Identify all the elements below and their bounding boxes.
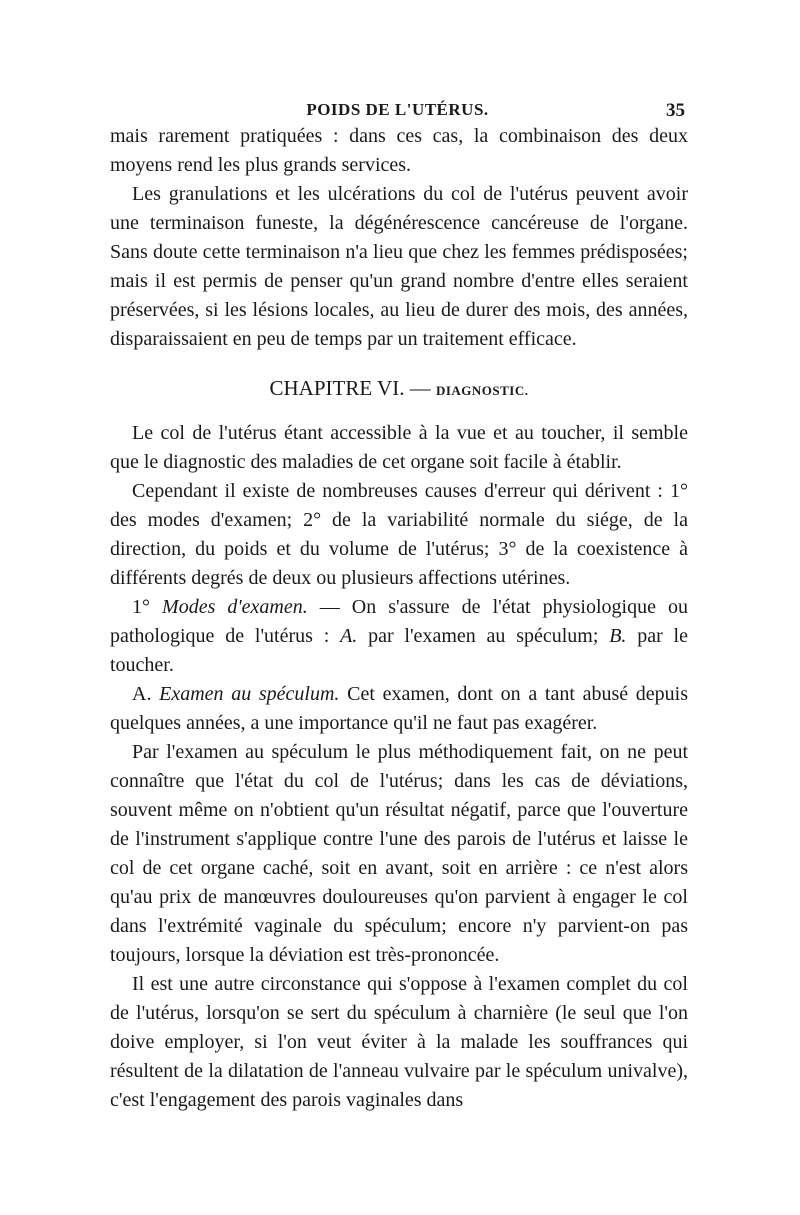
label-a: A. [340,625,358,647]
paragraph-continuation: mais rarement pratiquées : dans ces cas, la combinaison des deux moyens rend les plus grands services. [110,125,688,176]
paragraph-col-accessible: Le col de l'utérus étant accessible à la vue et au toucher, il semble que le diagnostic des maladies de cet organe soit facile à établir. [110,422,688,473]
running-title: POIDS DE L'UTÉRUS. [306,100,489,119]
paragraph-methodique: Par l'examen au spéculum le plus méthodiquement fait, on ne peut connaître que l'état du col de l'utérus; dans les cas de déviations, souvent même on n'obtient qu'un résultat négatif, parce que l'ouverture de l'instrument s'applique contre l'une des parois de l'utérus et laisse le col de cet organe caché, soit en avant, soit en arrière : ce n'est alors qu'au prix de manœuvres douloureuses qu'on parvient à engager le col dans l'extrémité vaginale du spéculum; encore n'y parvient-on pas toujours, lorsque la déviation est très-prononcée. [110,741,688,966]
page-number: 35 [666,100,685,121]
chapter-heading [110,374,688,405]
page-header [110,100,685,124]
paragraph-modes-examen [110,593,688,680]
speculum-text: Cet examen, dont on a tant abusé depuis quelques années, a une importance qu'il ne faut pas exagérer. [110,683,688,734]
page-body [110,122,688,1115]
subsection-letter: A. [132,683,160,705]
modes-text-a: — On s'assure de l'état physiologique ou pathologique de l'utérus : [110,596,688,647]
chapter-title: CHAPITRE VI. — [269,376,436,400]
section-title-modes: Modes d'examen. [162,596,308,618]
label-b: B. [609,625,627,647]
paragraph-causes-erreur: Cependant il existe de nombreuses causes d'erreur qui dérivent : 1° des modes d'examen; 2° de la variabilité normale du siége, de la direction, du poids et du volume de l'utérus; 3° de la coexistence à différents degrés de deux ou plusieurs affections utérines. [110,480,688,589]
chapter-subtitle: DIAGNOSTIC. [435,383,529,398]
modes-text-b: par l'examen au spéculum; [357,625,610,647]
paragraph-granulations: Les granulations et les ulcérations du col de l'utérus peuvent avoir une terminaison funeste, la dégénérescence cancéreuse de l'organe. Sans doute cette terminaison n'a lieu que chez les femmes prédisposées; mais il est permis de penser qu'un grand nombre d'entre elles seraient préservées, si les lésions locales, au lieu de durer des mois, des années, disparaissaient en peu de temps par un traitement efficace. [110,183,688,350]
section-number: 1° [132,596,163,618]
paragraph-autre-circonstance: Il est une autre circonstance qui s'oppose à l'examen complet du col de l'utérus, lorsqu'on se sert du spéculum à charnière (le seul que l'on doive employer, si l'on veut éviter à la malade les souffrances qui résultent de la dilatation de l'anneau vulvaire par le spéculum univalve), c'est l'engagement des parois vaginales dans [110,973,688,1111]
modes-text-c: par le toucher. [110,625,688,676]
subsection-title-speculum: Examen au spéculum. [159,683,340,705]
paragraph-examen-speculum [110,680,688,738]
